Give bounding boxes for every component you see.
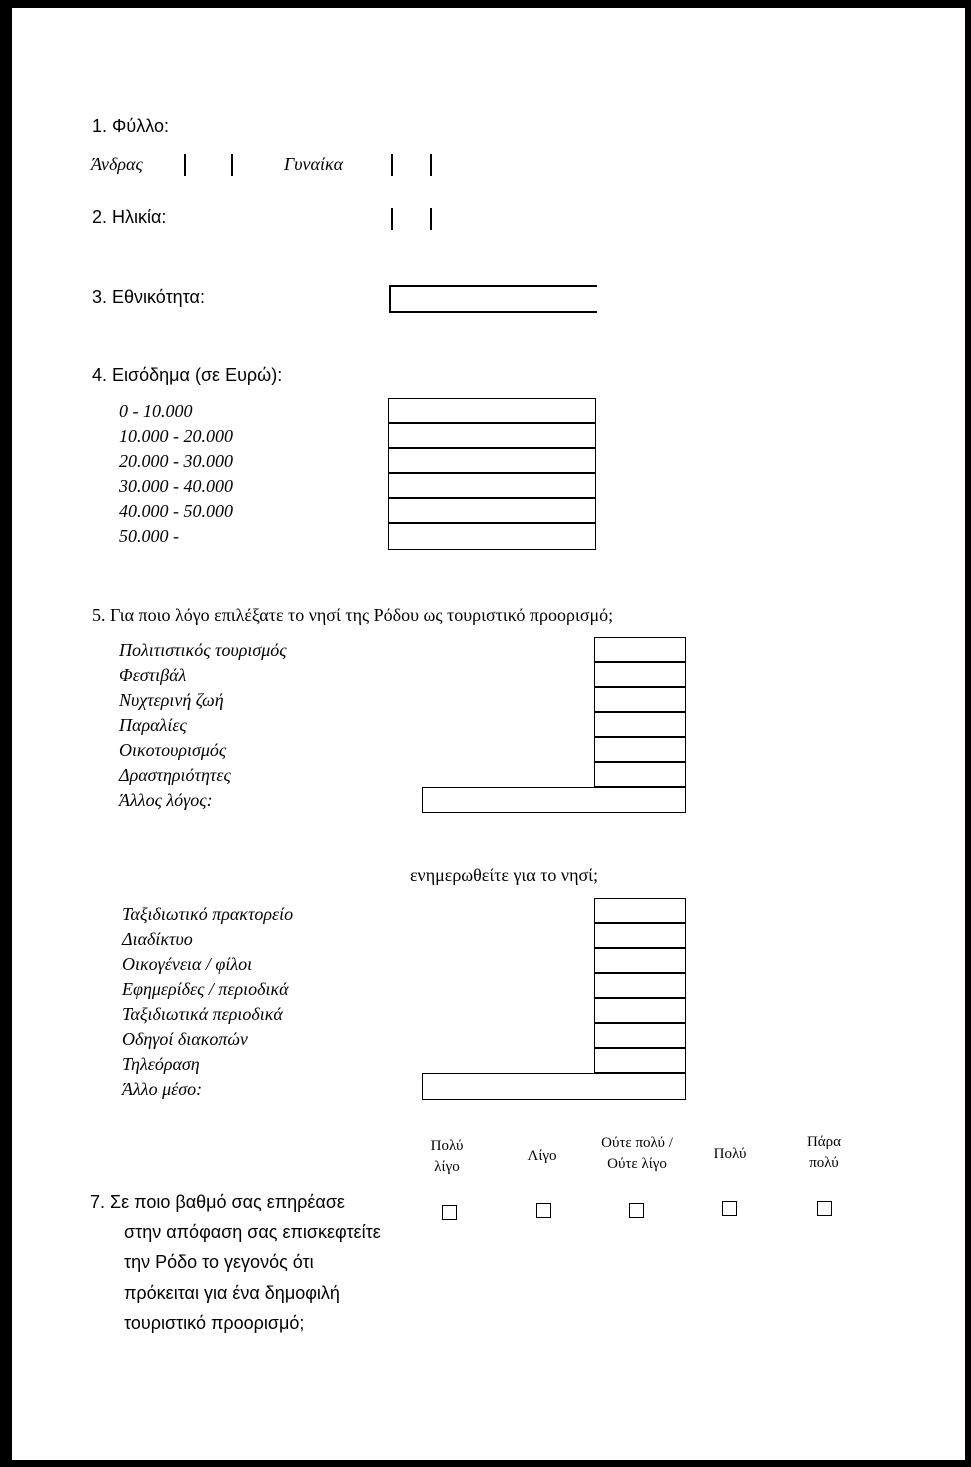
q5-option-label: Δραστηριότητες bbox=[119, 765, 231, 785]
q7-option-checkbox[interactable] bbox=[536, 1203, 551, 1218]
q7-option-checkbox[interactable] bbox=[722, 1201, 737, 1216]
q7-scale-header: Πάρα πολύ bbox=[806, 1134, 842, 1171]
q4-option-label: 30.000 - 40.000 bbox=[119, 476, 233, 496]
q4-option-label: 0 - 10.000 bbox=[119, 401, 193, 421]
q2-label: 2. Ηλικία: bbox=[92, 207, 167, 227]
q5-option-box[interactable] bbox=[594, 637, 686, 662]
q4-label: 4. Εισόδημα (σε Ευρώ): bbox=[92, 365, 283, 385]
q6-option-box[interactable] bbox=[594, 1023, 686, 1048]
q5-option-box[interactable] bbox=[594, 687, 686, 712]
q7-label-line: 7. Σε ποιο βαθμό σας επηρέασε bbox=[90, 1192, 345, 1212]
q5-option-label: Οικοτουρισμός bbox=[119, 740, 227, 760]
q4-option-label: 50.000 - bbox=[119, 526, 179, 546]
q4-option-label: 20.000 - 30.000 bbox=[119, 451, 233, 471]
q6-option-label: Ταξιδιωτικά περιοδικά bbox=[122, 1004, 283, 1024]
q5-option-label: Άλλος λόγος: bbox=[119, 790, 213, 810]
q6-option-box[interactable] bbox=[594, 998, 686, 1023]
q6-option-box[interactable] bbox=[594, 898, 686, 923]
q5-option-box[interactable] bbox=[594, 762, 686, 787]
q5-option-box[interactable] bbox=[594, 737, 686, 762]
q6-option-label: Ταξιδιωτικό πρακτορείο bbox=[122, 904, 294, 924]
q7-scale-header: Ούτε πολύ / Ούτε λίγο bbox=[601, 1135, 673, 1172]
q5-option-label: Νυχτερινή ζωή bbox=[119, 690, 224, 710]
q1-female-label: Γυναίκα bbox=[284, 154, 344, 174]
q4-option-box[interactable] bbox=[388, 398, 596, 423]
q5-other-reason-field[interactable] bbox=[422, 787, 686, 813]
q4-option-box[interactable] bbox=[388, 498, 596, 523]
q6-other-medium-field[interactable] bbox=[422, 1073, 686, 1100]
q6-option-label: Άλλο μέσο: bbox=[122, 1079, 203, 1099]
q6-option-box[interactable] bbox=[594, 948, 686, 973]
q5-option-label: Παραλίες bbox=[119, 715, 187, 735]
q6-label: ενημερωθείτε για το νησί; bbox=[410, 865, 599, 885]
q5-option-label: Φεστιβάλ bbox=[119, 665, 187, 685]
q4-option-box[interactable] bbox=[388, 473, 596, 498]
q6-option-box[interactable] bbox=[594, 923, 686, 948]
q7-label-line: την Ρόδο το γεγονός ότι bbox=[124, 1252, 314, 1272]
q7-scale-header: Πολύ bbox=[713, 1146, 747, 1162]
q5-option-box[interactable] bbox=[594, 712, 686, 737]
q7-option-checkbox[interactable] bbox=[442, 1205, 457, 1220]
q6-option-label: Οδηγοί διακοπών bbox=[122, 1029, 248, 1049]
q7-scale-header: Λίγο bbox=[527, 1148, 557, 1164]
q4-option-label: 10.000 - 20.000 bbox=[119, 426, 233, 446]
q3-label: 3. Εθνικότητα: bbox=[92, 287, 205, 307]
q6-option-box[interactable] bbox=[594, 973, 686, 998]
q6-option-label: Διαδίκτυο bbox=[122, 929, 193, 949]
q6-option-box[interactable] bbox=[594, 1048, 686, 1073]
q1-male-label: Άνδρας bbox=[91, 154, 143, 174]
q7-scale-header: Πολύ λίγο bbox=[430, 1138, 464, 1175]
q7-label-line: στην απόφαση σας επισκεφτείτε bbox=[124, 1222, 381, 1242]
q5-option-label: Πολιτιστικός τουρισμός bbox=[119, 640, 287, 660]
q1-label: 1. Φύλλο: bbox=[92, 116, 169, 136]
q4-option-box[interactable] bbox=[388, 523, 596, 550]
q4-option-box[interactable] bbox=[388, 423, 596, 448]
q6-option-label: Οικογένεια / φίλοι bbox=[122, 954, 253, 974]
q6-option-label: Τηλεόραση bbox=[122, 1054, 200, 1074]
q5-label: 5. Για ποιο λόγο επιλέξατε το νησί της Ρόδου ως τουριστικό προορισμό; bbox=[92, 605, 614, 625]
q7-label-line: τουριστικό προορισμό; bbox=[124, 1313, 305, 1333]
q7-option-checkbox[interactable] bbox=[817, 1201, 832, 1216]
q4-option-label: 40.000 - 50.000 bbox=[119, 501, 233, 521]
questionnaire-page bbox=[12, 8, 965, 1460]
q4-option-box[interactable] bbox=[388, 448, 596, 473]
q5-option-box[interactable] bbox=[594, 662, 686, 687]
q7-option-checkbox[interactable] bbox=[629, 1203, 644, 1218]
q6-option-label: Εφημερίδες / περιοδικά bbox=[122, 979, 289, 999]
q7-label-line: πρόκειται για ένα δημοφιλή bbox=[124, 1283, 340, 1303]
